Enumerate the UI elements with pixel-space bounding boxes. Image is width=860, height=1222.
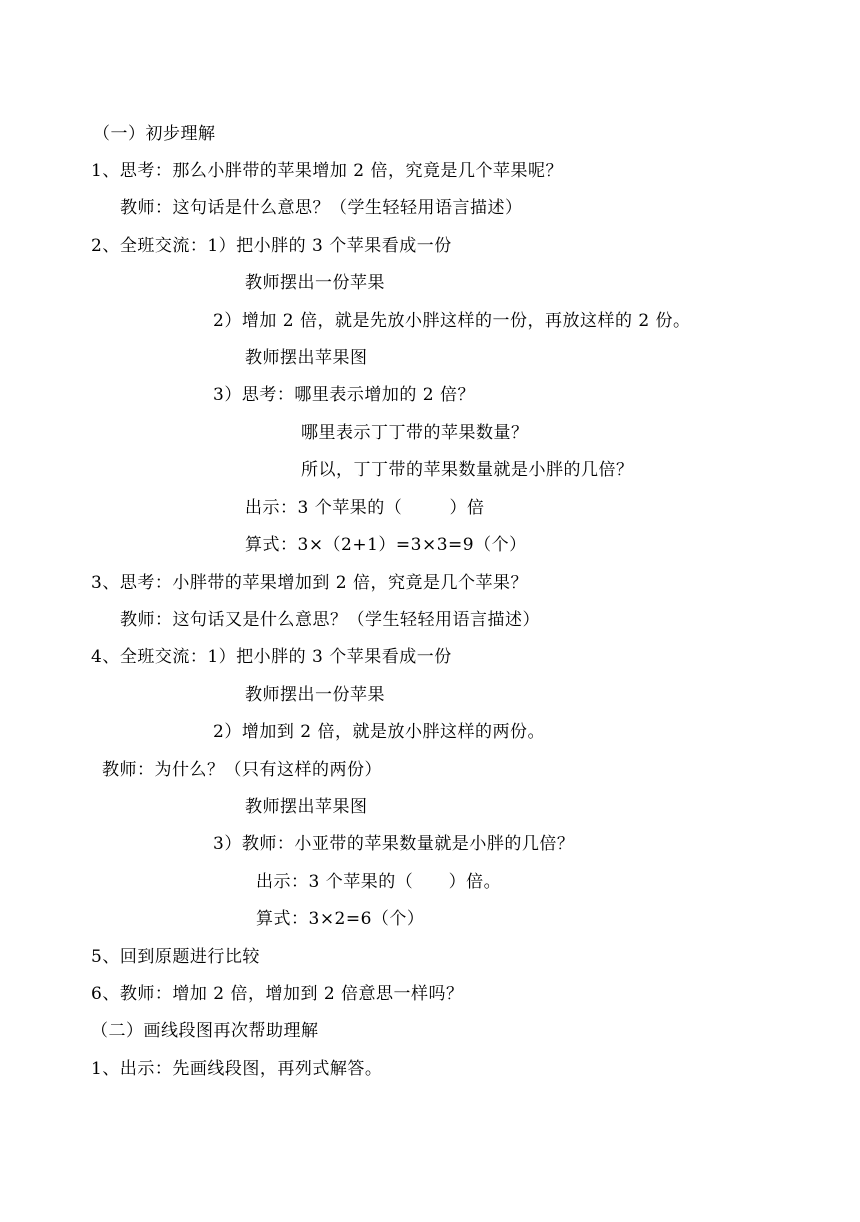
text-line: 3）教师：小亚带的苹果数量就是小胖的几倍？ [213, 834, 575, 854]
text-line: 3）思考：哪里表示增加的 2 倍？ [213, 385, 475, 405]
section-heading-1: （一）初步理解 [93, 124, 216, 144]
text-line: 教师：这句话是什么意思？（学生轻轻用语言描述） [120, 198, 523, 218]
text-line: 2）增加到 2 倍，就是放小胖这样的两份。 [213, 722, 545, 742]
text-line: 2）增加 2 倍，就是先放小胖这样的一份，再放这样的 2 份。 [213, 311, 691, 331]
text-line: 教师摆出苹果图 [245, 797, 368, 817]
text-line: 所以，丁丁带的苹果数量就是小胖的几倍？ [301, 460, 634, 480]
text-line: 5、回到原题进行比较 [91, 947, 260, 967]
text-line: 4、全班交流：1）把小胖的 3 个苹果看成一份 [91, 647, 452, 667]
text-line: 1、出示：先画线段图，再列式解答。 [91, 1059, 383, 1079]
text-line: 算式：3×（2+1）=3×3=9（个） [245, 535, 527, 555]
text-line: 出示：3 个苹果的（ ）倍 [245, 498, 485, 518]
text-line: 1、思考：那么小胖带的苹果增加 2 倍，究竟是几个苹果呢？ [91, 161, 563, 181]
text-line: 出示：3 个苹果的（ ）倍。 [256, 872, 502, 892]
text-line: 哪里表示丁丁带的苹果数量？ [301, 423, 529, 443]
section-heading-2: （二）画线段图再次帮助理解 [91, 1021, 319, 1041]
text-line: 教师：为什么？（只有这样的两份） [102, 760, 382, 780]
text-line: 2、全班交流：1）把小胖的 3 个苹果看成一份 [91, 236, 452, 256]
text-line: 教师摆出一份苹果 [245, 685, 385, 705]
text-line: 教师摆出一份苹果 [245, 273, 385, 293]
text-line: 教师：这句话又是什么意思？（学生轻轻用语言描述） [120, 610, 540, 630]
text-line: 6、教师：增加 2 倍，增加到 2 倍意思一样吗？ [91, 984, 464, 1004]
text-line: 3、思考：小胖带的苹果增加到 2 倍，究竟是几个苹果？ [91, 573, 528, 593]
text-line: 教师摆出苹果图 [245, 348, 368, 368]
text-line: 算式：3×2=6（个） [256, 909, 425, 929]
